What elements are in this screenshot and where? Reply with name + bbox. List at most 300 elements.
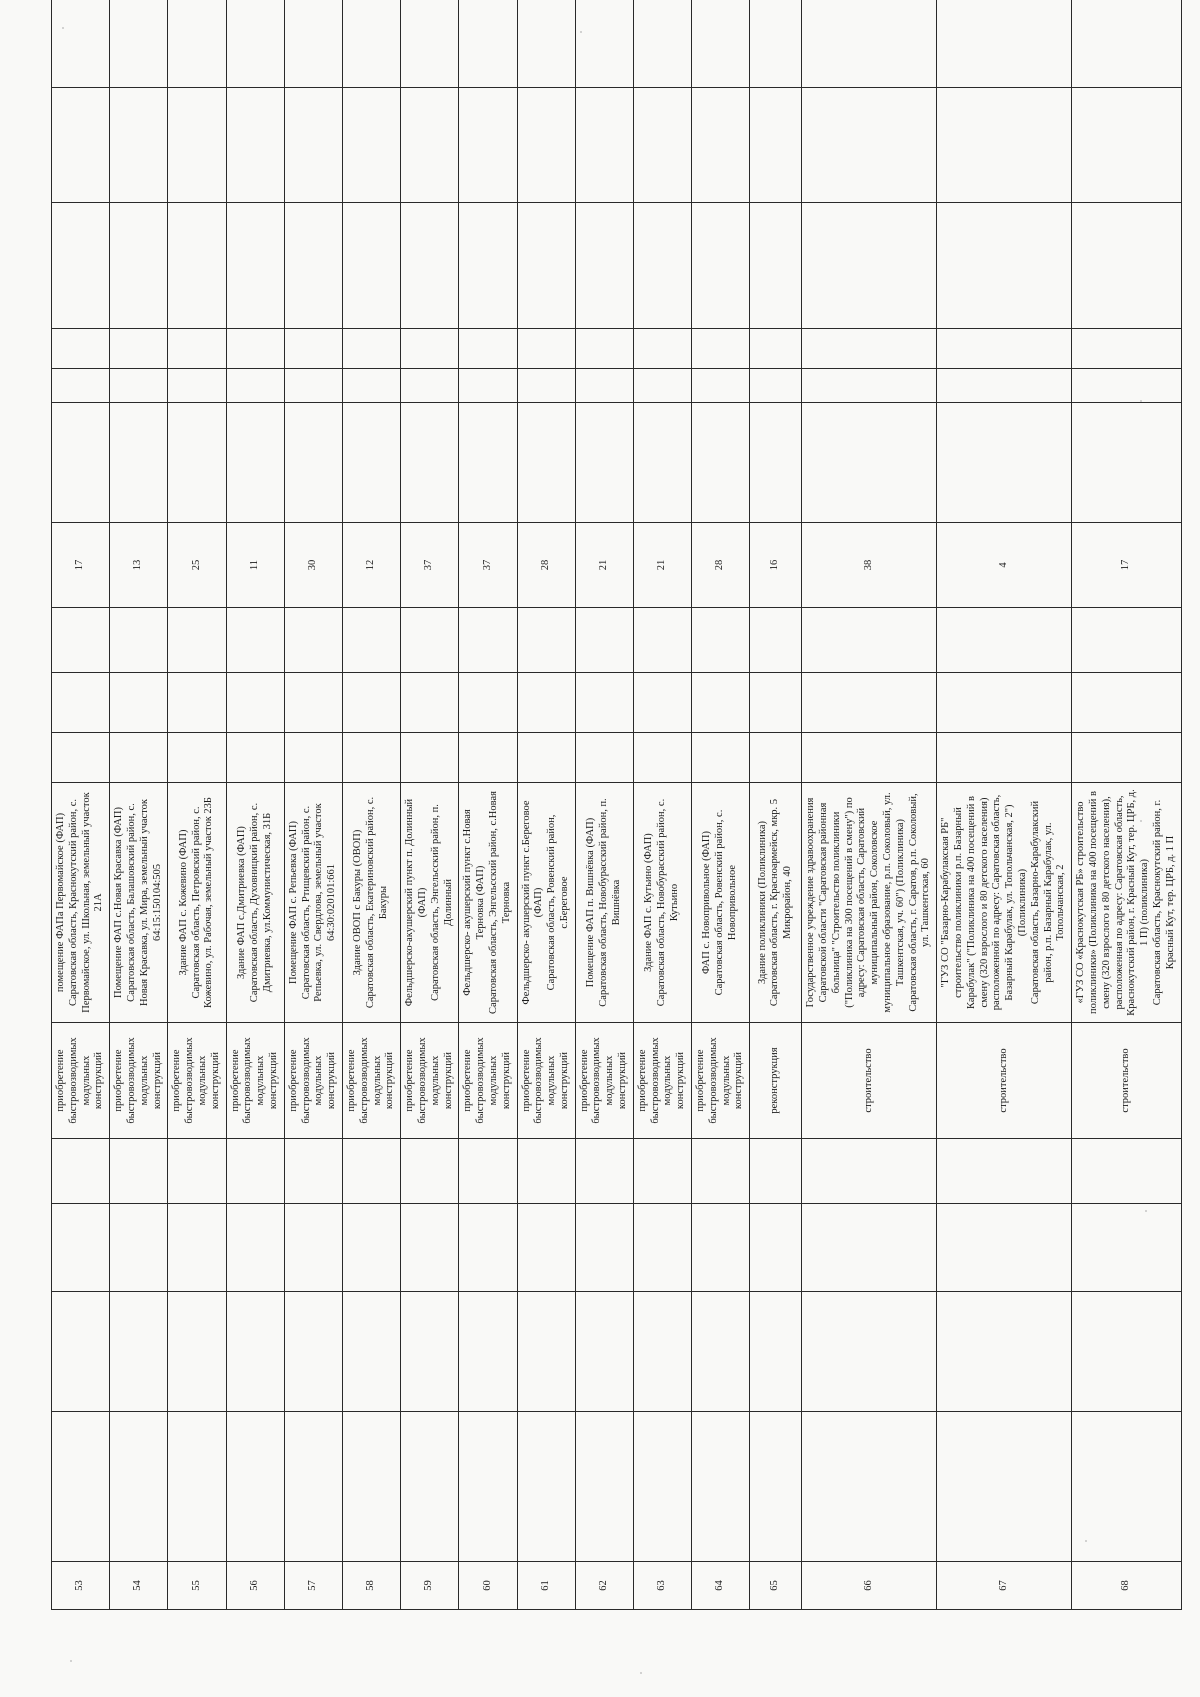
object-address: Саратовская область, Краснокутский район, с. Первомайское, ул. Школьная, земельный участок 21А <box>67 792 105 1013</box>
empty-cell <box>633 1204 691 1292</box>
empty-cell <box>52 673 110 733</box>
empty-cell <box>52 369 110 403</box>
empty-cell <box>575 1412 633 1562</box>
object-address: Саратовская область, Энгельсский район, п. Долинный <box>429 804 454 1001</box>
empty-cell <box>52 733 110 783</box>
row-number-cell: 67 <box>937 1562 1072 1610</box>
object-address-cell <box>459 783 517 1023</box>
empty-cell <box>284 733 342 783</box>
empty-cell <box>401 203 459 329</box>
empty-cell <box>168 369 226 403</box>
work-type-cell: приобретение быстровозводимых модульных конструкций <box>401 1023 459 1139</box>
empty-cell <box>226 733 284 783</box>
empty-cell <box>517 403 575 523</box>
object-name: Помещение ФАП п. Вишнёвка (ФАП) <box>585 817 597 988</box>
table-row <box>692 0 750 1610</box>
empty-cell <box>802 0 937 88</box>
empty-cell <box>517 1412 575 1562</box>
empty-cell <box>750 88 802 203</box>
empty-cell <box>168 403 226 523</box>
empty-cell <box>342 88 400 203</box>
empty-cell <box>226 673 284 733</box>
empty-cell <box>226 0 284 88</box>
table-row <box>284 0 342 1610</box>
work-type-cell: строительство <box>802 1023 937 1139</box>
empty-cell <box>342 1292 400 1412</box>
empty-cell <box>1072 329 1181 369</box>
empty-cell <box>750 733 802 783</box>
empty-cell <box>459 203 517 329</box>
empty-cell <box>110 329 168 369</box>
empty-cell <box>459 1204 517 1292</box>
empty-cell <box>750 203 802 329</box>
empty-cell <box>401 1292 459 1412</box>
empty-cell <box>226 369 284 403</box>
table-row <box>937 0 1072 1610</box>
object-name: помещение ФАПа Первомайское (ФАП) <box>55 812 66 993</box>
object-name: ФАП с. Новопривольное (ФАП) <box>701 831 713 974</box>
table-row <box>401 0 459 1610</box>
object-address: Саратовская область, Балашовский район, с. Новая Красавка, ул. Мира, земельный участок 64:15:150104:505 <box>125 798 163 1007</box>
empty-cell <box>1072 203 1181 329</box>
empty-cell <box>1072 608 1181 673</box>
empty-cell <box>459 329 517 369</box>
empty-cell <box>937 608 1072 673</box>
empty-cell <box>226 1139 284 1204</box>
empty-cell <box>401 733 459 783</box>
work-type-cell: реконструкция <box>750 1023 802 1139</box>
empty-cell <box>52 1204 110 1292</box>
work-type-cell: приобретение быстровозводимых модульных конструкций <box>633 1023 691 1139</box>
object-address: Саратовская область, Екатериновский район, с. Бакуры <box>365 796 389 1009</box>
table-row <box>110 0 168 1610</box>
empty-cell <box>459 733 517 783</box>
object-address-cell <box>633 783 691 1023</box>
value-cell: 16 <box>750 523 802 608</box>
empty-cell <box>168 0 226 88</box>
object-address-cell <box>226 783 284 1023</box>
empty-cell <box>342 0 400 88</box>
empty-cell <box>937 1204 1072 1292</box>
row-number-cell: 61 <box>517 1562 575 1610</box>
empty-cell <box>401 0 459 88</box>
value-cell: 13 <box>110 523 168 608</box>
empty-cell <box>342 608 400 673</box>
object-name: Здание поликлиники (Поликлиника) <box>756 821 768 985</box>
table-row <box>802 0 937 1610</box>
empty-cell <box>52 1292 110 1412</box>
empty-cell <box>342 403 400 523</box>
empty-cell <box>52 203 110 329</box>
object-address-cell <box>52 783 110 1023</box>
empty-cell <box>284 1412 342 1562</box>
empty-cell <box>937 0 1072 88</box>
empty-cell <box>692 608 750 673</box>
row-number-cell: 64 <box>692 1562 750 1610</box>
empty-cell <box>575 203 633 329</box>
work-type-cell: приобретение быстровозводимых модульных конструкций <box>459 1023 517 1139</box>
empty-cell <box>168 608 226 673</box>
empty-cell <box>284 88 342 203</box>
scan-speck <box>640 1672 642 1674</box>
work-type-cell: приобретение быстровозводимых модульных конструкций <box>284 1023 342 1139</box>
empty-cell <box>1072 673 1181 733</box>
empty-cell <box>52 1412 110 1562</box>
empty-cell <box>750 1204 802 1292</box>
empty-cell <box>575 0 633 88</box>
empty-cell <box>633 203 691 329</box>
value-cell: 38 <box>802 523 937 608</box>
empty-cell <box>168 88 226 203</box>
empty-cell <box>110 1139 168 1204</box>
empty-cell <box>575 329 633 369</box>
value-cell: 28 <box>517 523 575 608</box>
empty-cell <box>284 203 342 329</box>
object-address-cell <box>802 783 937 1023</box>
empty-cell <box>110 403 168 523</box>
empty-cell <box>168 203 226 329</box>
empty-cell <box>401 1204 459 1292</box>
empty-cell <box>692 369 750 403</box>
empty-cell <box>575 1204 633 1292</box>
value-cell: 21 <box>633 523 691 608</box>
empty-cell <box>1072 1204 1181 1292</box>
empty-cell <box>284 1292 342 1412</box>
empty-cell <box>575 403 633 523</box>
object-address-cell <box>342 783 400 1023</box>
object-name: Фельдшерско- акушерский пункт с.Новая Терновка (ФАП) <box>462 809 487 996</box>
empty-cell <box>517 1139 575 1204</box>
value-cell: 4 <box>937 523 1072 608</box>
empty-cell <box>517 673 575 733</box>
empty-cell <box>937 1412 1072 1562</box>
work-type-cell: приобретение быстровозводимых модульных конструкций <box>110 1023 168 1139</box>
object-name: "ГУЗ СО "Базарно-Карабулакская РБ" строительство поликлиники р.п. Базарный Карабулак" ("Поликлиника на 400 посещений в смену (320 взрослого и 80 детского населения) расположенной по адресу: Саратовская область, Базарный Карабулак, ул. Топольчанская, 2") (Поликлиника) <box>940 794 1028 1011</box>
value-cell: 28 <box>692 523 750 608</box>
object-name: Здание ФАП с.Дмитриевка (ФАП) <box>235 826 247 979</box>
table-row <box>52 0 110 1610</box>
work-type-cell: приобретение быстровозводимых модульных конструкций <box>517 1023 575 1139</box>
empty-cell <box>633 673 691 733</box>
row-number-cell: 68 <box>1072 1562 1181 1610</box>
empty-cell <box>937 369 1072 403</box>
empty-cell <box>692 0 750 88</box>
empty-cell <box>459 673 517 733</box>
empty-cell <box>110 673 168 733</box>
empty-cell <box>692 329 750 369</box>
empty-cell <box>802 733 937 783</box>
empty-cell <box>342 329 400 369</box>
empty-cell <box>1072 88 1181 203</box>
object-address-cell <box>110 783 168 1023</box>
empty-cell <box>52 0 110 88</box>
empty-cell <box>110 369 168 403</box>
empty-cell <box>692 1139 750 1204</box>
empty-cell <box>459 0 517 88</box>
value-cell: 25 <box>168 523 226 608</box>
empty-cell <box>517 733 575 783</box>
row-number-cell: 59 <box>401 1562 459 1610</box>
table-row <box>168 0 226 1610</box>
row-number-cell: 63 <box>633 1562 691 1610</box>
empty-cell <box>342 203 400 329</box>
empty-cell <box>284 1139 342 1204</box>
empty-cell <box>1072 1292 1181 1412</box>
empty-cell <box>633 1412 691 1562</box>
empty-cell <box>342 673 400 733</box>
object-address: Саратовская область, Духовницкий район, с. Дмитриевка, ул.Коммунистическая, 31Б <box>248 802 273 1003</box>
empty-cell <box>342 733 400 783</box>
empty-cell <box>226 1204 284 1292</box>
empty-cell <box>342 1204 400 1292</box>
empty-cell <box>750 0 802 88</box>
row-number-cell: 56 <box>226 1562 284 1610</box>
empty-cell <box>168 1139 226 1204</box>
empty-cell <box>226 1292 284 1412</box>
object-address-cell <box>937 783 1072 1023</box>
empty-cell <box>517 0 575 88</box>
empty-cell <box>633 608 691 673</box>
table-row <box>226 0 284 1610</box>
empty-cell <box>575 608 633 673</box>
empty-cell <box>517 329 575 369</box>
work-type-cell: приобретение быстровозводимых модульных конструкций <box>226 1023 284 1139</box>
empty-cell <box>459 1412 517 1562</box>
empty-cell <box>802 608 937 673</box>
empty-cell <box>342 1139 400 1204</box>
scan-speck <box>70 1660 72 1662</box>
empty-cell <box>692 203 750 329</box>
empty-cell <box>284 1204 342 1292</box>
empty-cell <box>633 0 691 88</box>
object-address-cell <box>692 783 750 1023</box>
object-address: Саратовская область, Петровский район, с. Кожевино, ул. Рабочая, земельный участок 23Б <box>190 797 215 1008</box>
value-cell: 17 <box>1072 523 1181 608</box>
empty-cell <box>937 1292 1072 1412</box>
object-address: Саратовская область, Новобурасский район, с. Кутьино <box>656 798 680 1007</box>
empty-cell <box>802 673 937 733</box>
empty-cell <box>517 88 575 203</box>
empty-cell <box>633 1292 691 1412</box>
work-type-cell: приобретение быстровозводимых модульных конструкций <box>575 1023 633 1139</box>
object-name: Помещение ФАП с.Новая Красавка (ФАП) <box>113 806 125 999</box>
empty-cell <box>110 1412 168 1562</box>
empty-cell <box>110 0 168 88</box>
empty-cell <box>802 88 937 203</box>
value-cell: 37 <box>459 523 517 608</box>
empty-cell <box>226 608 284 673</box>
object-name: «ГУЗ СО «Краснокутская РБ» строительство поликлиники» (Поликлиника на 400 посещений в смену (320 взрослого и 80 детского населения), расположенная по адресу: Саратовская область, Краснокутский район, г. Красный Кут, тер. ЦРБ, д. 1 П) (поликлиника) <box>1075 789 1151 1016</box>
empty-cell <box>284 0 342 88</box>
empty-cell <box>110 203 168 329</box>
object-address-cell <box>284 783 342 1023</box>
empty-cell <box>633 1139 691 1204</box>
empty-cell <box>750 1412 802 1562</box>
object-name: Государственное учреждение здравоохранения Саратовской области "Саратовская районная больница" "Строительство поликлиники ("Поликлиника на 300 посещений в смену") по адресу: Саратовская область, Саратовский муниципальный район, Соколовское муниципальное образование, р.п. Соколовый, ул. Ташкентская, уч. 60") (Поликлиника) <box>805 792 906 1013</box>
empty-cell <box>459 608 517 673</box>
table-row <box>517 0 575 1610</box>
empty-cell <box>52 608 110 673</box>
object-address: Саратовская область, Ртищевский район, с. Репьевка, ул. Свердлова, земельный участок 64:30:020101:661 <box>300 803 338 1002</box>
row-number-cell: 62 <box>575 1562 633 1610</box>
empty-cell <box>1072 403 1181 523</box>
empty-cell <box>1072 1412 1181 1562</box>
empty-cell <box>692 1204 750 1292</box>
empty-cell <box>401 1412 459 1562</box>
empty-cell <box>284 329 342 369</box>
object-address-cell <box>575 783 633 1023</box>
empty-cell <box>802 1204 937 1292</box>
empty-cell <box>401 329 459 369</box>
empty-cell <box>168 733 226 783</box>
object-name: Помещение ФАП с. Репьевка (ФАП) <box>287 821 299 984</box>
value-cell: 12 <box>342 523 400 608</box>
empty-cell <box>168 1204 226 1292</box>
empty-cell <box>401 369 459 403</box>
table-body <box>52 0 1182 1610</box>
object-address-cell <box>1072 783 1181 1023</box>
object-address: Саратовская область, г. Саратов, р.п. Соколовый, ул. Ташкентская, 60 <box>907 793 932 1012</box>
row-number-cell: 57 <box>284 1562 342 1610</box>
object-address: Саратовская область, Ровенский район, с. Новопривольное <box>714 809 739 996</box>
value-cell: 11 <box>226 523 284 608</box>
empty-cell <box>750 369 802 403</box>
empty-cell <box>575 1292 633 1412</box>
empty-cell <box>459 1139 517 1204</box>
work-type-cell: приобретение быстровозводимых модульных конструкций <box>168 1023 226 1139</box>
object-name: Здание ФАП с. Кутьино (ФАП) <box>643 833 655 972</box>
empty-cell <box>226 403 284 523</box>
object-address: Саратовская область, Энгельсский район, с.Новая Терновка <box>487 791 512 1014</box>
object-name: Фельдшерско- акушерский пункт с.Береговое (ФАП) <box>520 800 545 1005</box>
work-type-cell: строительство <box>937 1023 1072 1139</box>
object-name: Здание ФАП с. Кожевино (ФАП) <box>177 829 189 976</box>
empty-cell <box>692 1292 750 1412</box>
empty-cell <box>937 1139 1072 1204</box>
empty-cell <box>168 1292 226 1412</box>
object-address: Саратовская область, Новобурасский район, п. Вишнёвка <box>597 798 622 1007</box>
empty-cell <box>802 1292 937 1412</box>
empty-cell <box>226 88 284 203</box>
empty-cell <box>284 673 342 733</box>
row-number-cell: 60 <box>459 1562 517 1610</box>
empty-cell <box>52 1139 110 1204</box>
empty-cell <box>802 1412 937 1562</box>
empty-cell <box>692 1412 750 1562</box>
empty-cell <box>633 733 691 783</box>
table-row <box>575 0 633 1610</box>
empty-cell <box>110 733 168 783</box>
object-address: Саратовская область, Ровенский район, с.Береговое <box>546 814 570 991</box>
object-address: Саратовская область, г. Красноармейск, мкр. 5 Микрорайон, 40 <box>769 798 794 1007</box>
empty-cell <box>401 608 459 673</box>
value-cell: 30 <box>284 523 342 608</box>
empty-cell <box>284 403 342 523</box>
empty-cell <box>517 203 575 329</box>
empty-cell <box>110 1292 168 1412</box>
object-address-cell <box>401 783 459 1023</box>
empty-cell <box>750 1139 802 1204</box>
empty-cell <box>802 329 937 369</box>
empty-cell <box>633 369 691 403</box>
table-row <box>750 0 802 1610</box>
empty-cell <box>937 88 1072 203</box>
empty-cell <box>692 733 750 783</box>
empty-cell <box>517 369 575 403</box>
empty-cell <box>52 88 110 203</box>
object-address: Саратовская область, Краснокутский район, г. Красный Кут, тер. ЦРБ, д. 1 П <box>1151 799 1176 1006</box>
row-number-cell: 55 <box>168 1562 226 1610</box>
row-number-cell: 58 <box>342 1562 400 1610</box>
row-number-cell: 54 <box>110 1562 168 1610</box>
empty-cell <box>633 329 691 369</box>
empty-cell <box>633 403 691 523</box>
empty-cell <box>226 329 284 369</box>
value-cell: 21 <box>575 523 633 608</box>
empty-cell <box>226 203 284 329</box>
empty-cell <box>937 203 1072 329</box>
empty-cell <box>342 1412 400 1562</box>
empty-cell <box>575 673 633 733</box>
table-row <box>459 0 517 1610</box>
empty-cell <box>750 403 802 523</box>
empty-cell <box>937 733 1072 783</box>
empty-cell <box>110 608 168 673</box>
table-row <box>342 0 400 1610</box>
work-type-cell: приобретение быстровозводимых модульных конструкций <box>692 1023 750 1139</box>
empty-cell <box>1072 369 1181 403</box>
empty-cell <box>750 673 802 733</box>
value-cell: 37 <box>401 523 459 608</box>
object-name: Здание ОВОП с Бакуры (ОВОП) <box>352 829 364 976</box>
empty-cell <box>517 1204 575 1292</box>
work-type-cell: строительство <box>1072 1023 1181 1139</box>
row-number-cell: 53 <box>52 1562 110 1610</box>
empty-cell <box>802 1139 937 1204</box>
empty-cell <box>110 88 168 203</box>
row-number-cell: 65 <box>750 1562 802 1610</box>
empty-cell <box>692 88 750 203</box>
empty-cell <box>168 1412 226 1562</box>
table-row <box>1072 0 1181 1610</box>
empty-cell <box>284 369 342 403</box>
object-address-cell <box>750 783 802 1023</box>
value-cell: 17 <box>52 523 110 608</box>
empty-cell <box>459 369 517 403</box>
object-address: Саратовская область, Базарно-Карабулакский район, р.п. Базарный Карабулак, ул. Топольчанская, 2 <box>1029 800 1067 1005</box>
empty-cell <box>575 88 633 203</box>
empty-cell <box>459 403 517 523</box>
empty-cell <box>52 403 110 523</box>
empty-cell <box>937 403 1072 523</box>
empty-cell <box>459 88 517 203</box>
empty-cell <box>750 1292 802 1412</box>
empty-cell <box>937 673 1072 733</box>
object-address-cell <box>168 783 226 1023</box>
empty-cell <box>692 673 750 733</box>
object-address-cell <box>517 783 575 1023</box>
empty-cell <box>750 329 802 369</box>
empty-cell <box>168 329 226 369</box>
facilities-table <box>51 0 1182 1610</box>
work-type-cell: приобретение быстровозводимых модульных конструкций <box>52 1023 110 1139</box>
rotated-table-wrapper <box>51 45 1176 1610</box>
empty-cell <box>168 673 226 733</box>
empty-cell <box>1072 1139 1181 1204</box>
table-row <box>633 0 691 1610</box>
empty-cell <box>517 608 575 673</box>
empty-cell <box>401 403 459 523</box>
